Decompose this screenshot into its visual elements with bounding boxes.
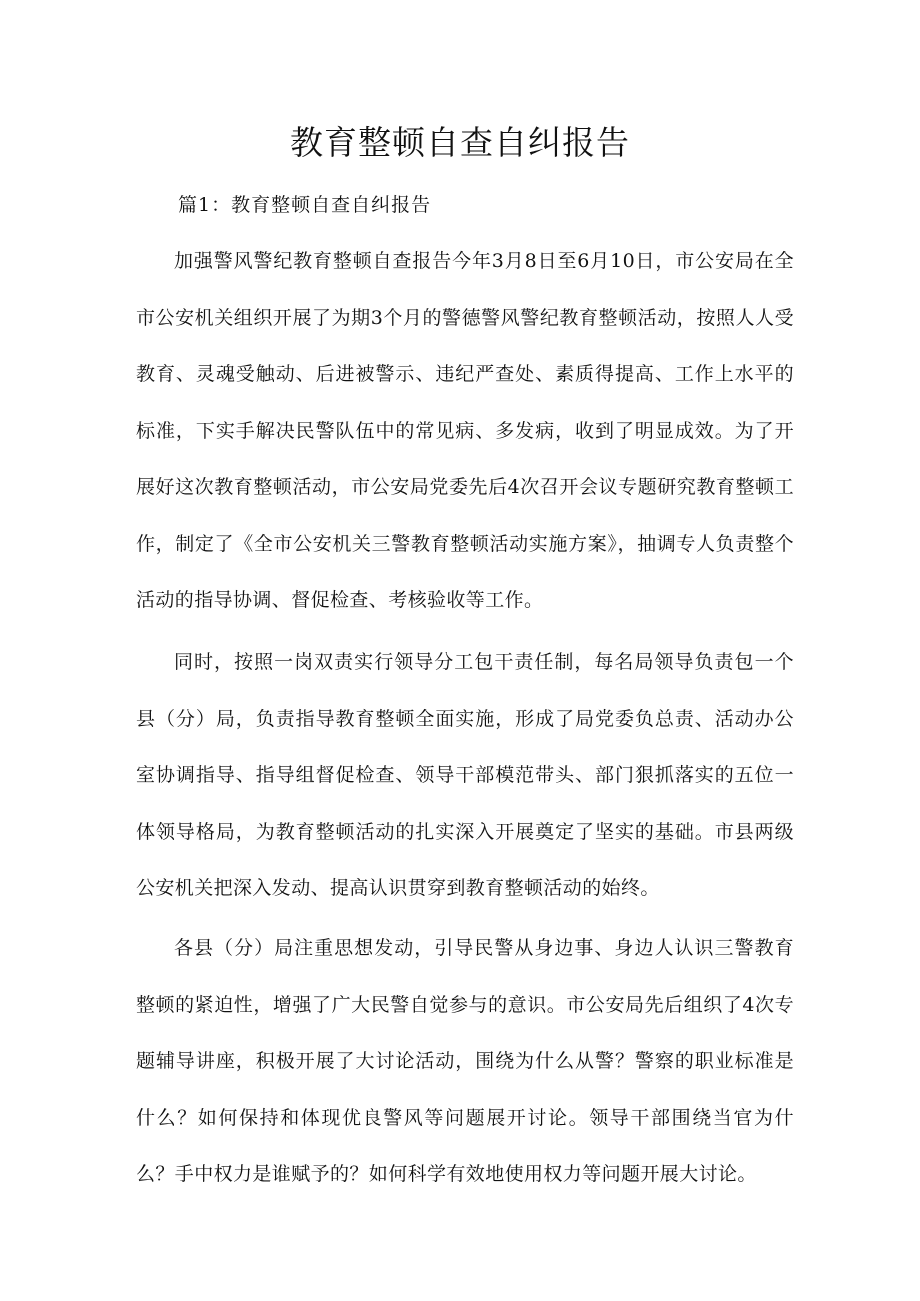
paragraph-2: 同时，按照一岗双责实行领导分工包干责任制，每名局领导负责包一个县（分）局，负责指导教育整顿全面实施，形成了局党委负总责、活动办公室协调指导、指导组督促检查、领导干部模范带头、部门狠抓落实的五位一体领导格局，为教育整顿活动的扎实深入开展奠定了坚实的基础。市县两级公安机关把深入发动、提高认识贯穿到教育整顿活动的始终。	[136, 651, 794, 899]
document-title: 教育整顿自查自纠报告	[290, 123, 630, 162]
paragraph-1: 加强警风警纪教育整顿自查报告今年3月8日至6月10日，市公安局在全市公安机关组织开展了为期3个月的警德警风警纪教育整顿活动，按照人人受教育、灵魂受触动、后进被警示、违纪严查处、素质得提高、工作上水平的标准，下实手解决民警队伍中的常见病、多发病，收到了明显成效。为了开展好这次教育整顿活动，市公安局党委先后4次召开会议专题研究教育整顿工作，制定了《全市公安机关三警教育整顿活动实施方案》，抽调专人负责整个活动的指导协调、督促检查、考核验收等工作。	[136, 250, 794, 611]
document-subtitle: 篇1：教育整顿自查自纠报告	[178, 194, 432, 216]
paragraph-3: 各县（分）局注重思想发动，引导民警从身边事、身边人认识三警教育整顿的紧迫性，增强了广大民警自觉参与的意识。市公安局先后组织了4次专题辅导讲座，积极开展了大讨论活动，围绕为什么从警？警察的职业标准是什么？如何保持和体现优良警风等问题展开讨论。领导干部围绕当官为什么？手中权力是谁赋予的？如何科学有效地使用权力等问题开展大讨论。	[136, 937, 794, 1185]
